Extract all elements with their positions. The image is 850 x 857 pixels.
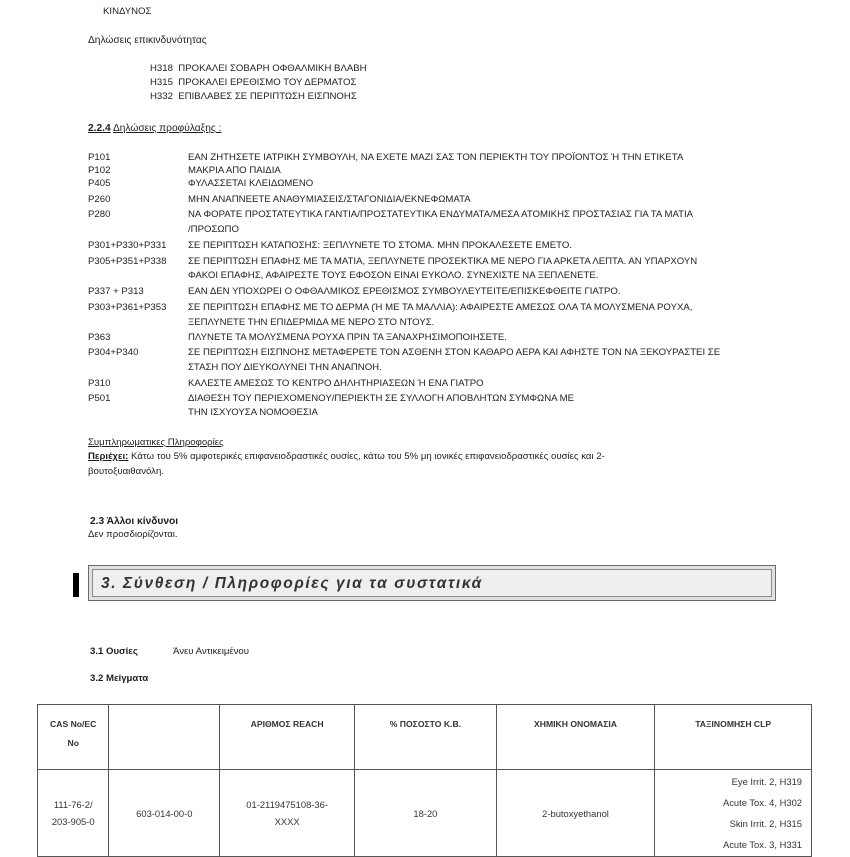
precaution-text: ΞΕΠΛΥΝΕΤΕ ΤΗΝ ΕΠΙΔΕΡΜΙΔΑ ΜΕ ΝΕΡΟ ΣΤΟ ΝΤΟΥΣ. [188, 317, 435, 328]
section-3-title: 3. Σύνθεση / Πληροφορίες για τα συστατικά [92, 569, 772, 597]
contains-line-2: βουτοξυαιθανόλη. [88, 466, 164, 477]
signal-word: ΚΙΝΔΥΝΟΣ [103, 6, 152, 17]
precaution-code: P102 [88, 165, 111, 176]
precaution-code: P305+P351+P338 [88, 256, 167, 267]
precaution-code: P280 [88, 209, 111, 220]
precaution-code: P301+P330+P331 [88, 240, 167, 251]
section-marker-bar [73, 573, 79, 597]
precaution-heading: 2.2.4 Δηλώσεις προφύλαξης : [88, 123, 222, 134]
section-3-header [88, 565, 776, 601]
precaution-text: ΝΑ ΦΟΡΑΤΕ ΠΡΟΣΤΑΤΕΥΤΙΚΑ ΓΑΝΤΙΑ/ΠΡΟΣΤΑΤΕΥΤΙΚΑ ΕΝΔΥΜΑΤΑ/ΜΕΣΑ ΑΤΟΜΙΚΗΣ ΠΡΟΣΤΑΣΙΑΣ ΓΙΑ ΤΑ ΜΑΤΙΑ [188, 209, 694, 220]
substances-value: Άνευ Αντικειμένου [173, 646, 250, 657]
other-hazards-text: Δεν προσδιορίζονται. [88, 529, 178, 540]
precaution-code: P501 [88, 393, 111, 404]
supplementary-heading: Συμπληρωματικες Πληροφορίες [88, 437, 224, 448]
precaution-text: ΕΑΝ ΖΗΤΗΣΕΤΕ ΙΑΤΡΙΚΗ ΣΥΜΒΟΥΛΗ, ΝΑ ΕΧΕΤΕ ΜΑΖΙ ΣΑΣ ΤΟΝ ΠΕΡΙΕΚΤΗ ΤΟΥ ΠΡΟΪΟΝΤΟΣ Ή ΤΗΝ ΕΤΙΚΕΤΑ [188, 152, 684, 163]
precaution-code: P337 + P313 [88, 286, 144, 297]
hazard-statement: H318 ΠΡΟΚΑΛΕΙ ΣΟΒΑΡΗ ΟΦΘΑΛΜΙΚΗ ΒΛΑΒΗ [150, 63, 367, 74]
hazard-statements-heading: Δηλώσεις επικινδυνότητας [88, 35, 207, 46]
hazard-statements-list [150, 62, 367, 103]
precaution-text: ΣΕ ΠΕΡΙΠΤΩΣΗ ΚΑΤΑΠΟΣΗΣ: ΞΕΠΛΥΝΕΤΕ ΤΟ ΣΤΟΜΑ. ΜΗΝ ΠΡΟΚΑΛΕΣΕΤΕ ΕΜΕΤΟ. [188, 240, 572, 251]
cell-cas: 111-76-2/ 203-905-0 [38, 770, 109, 857]
precaution-code: P405 [88, 178, 111, 189]
precaution-text: ΣΕ ΠΕΡΙΠΤΩΣΗ ΕΙΣΠΝΟΗΣ ΜΕΤΑΦΕΡΕΤΕ ΤΟΝ ΑΣΘΕΝΗ ΣΤΟΝ ΚΑΘΑΡΟ ΑΕΡΑ ΚΑΙ ΑΦΗΣΤΕ ΤΟΝ ΝΑ ΞΕΚΟΥΡΑΣΤΕΙ ΣΕ [188, 347, 721, 358]
precaution-text: ΤΗΝ ΙΣΧΥΟΥΣΑ ΝΟΜΟΘΕΣΙΑ [188, 407, 318, 418]
precaution-text: ΣΕ ΠΕΡΙΠΤΩΣΗ ΕΠΑΦΗΣ ΜΕ ΤΑ ΜΑΤΙΑ, ΞΕΠΛΥΝΕΤΕ ΠΡΟΣΕΚΤΙΚΑ ΜΕ ΝΕΡΟ ΓΙΑ ΑΡΚΕΤΑ ΛΕΠΤΑ. ΑΝ ΥΠΑΡΧΟΥΝ [188, 256, 698, 267]
cell-index: 603-014-00-0 [109, 770, 220, 857]
header-reach: ΑΡΙΘΜΟΣ REACH [220, 705, 355, 770]
cell-chemical-name: 2-butoxyethanol [496, 770, 655, 857]
header-cas: CAS No/EC No [38, 705, 109, 770]
precaution-text: ΔΙΑΘΕΣΗ ΤΟΥ ΠΕΡΙΕΧΟΜΕΝΟΥ/ΠΕΡΙΕΚΤΗ ΣΕ ΣΥΛΛΟΓΗ ΑΠΟΒΛΗΤΩΝ ΣΥΜΦΩΝΑ ΜΕ [188, 393, 575, 404]
precaution-text: ΜΗΝ ΑΝΑΠΝΕΕΤΕ ΑΝΑΘΥΜΙΑΣΕΙΣ/ΣΤΑΓΟΝΙΔΙΑ/ΕΚΝΕΦΩΜΑΤΑ [188, 194, 471, 205]
cell-percent: 18-20 [355, 770, 497, 857]
cell-clp: Eye Irrit. 2, H319 Acute Tox. 4, H302 Skin Irrit. 2, H315 Acute Tox. 3, H331 [655, 770, 812, 857]
hazard-statement: H315 ΠΡΟΚΑΛΕΙ ΕΡΕΘΙΣΜΟ ΤΟΥ ΔΕΡΜΑΤΟΣ [150, 76, 357, 88]
precaution-text: /ΠΡΟΣΩΠΟ [188, 224, 239, 235]
precaution-text: ΣΕ ΠΕΡΙΠΤΩΣΗ ΕΠΑΦΗΣ ΜΕ ΤΟ ΔΕΡΜΑ (Ή ΜΕ ΤΑ ΜΑΛΛΙΑ): ΑΦΑΙΡΕΣΤΕ ΑΜΕΣΩΣ ΟΛΑ ΤΑ ΜΟΛΥΣΜΕΝΑ ΡΟΥΧΑ, [188, 302, 693, 313]
header-clp: ΤΑΞΙΝΟΜΗΣΗ CLP [655, 705, 812, 770]
precaution-text: ΣΤΑΣΗ ΠΟΥ ΔΙΕΥΚΟΛΥΝΕΙ ΤΗΝ ΑΝΑΠΝΟΗ. [188, 362, 382, 373]
mixtures-label: 3.2 Μείγματα [90, 673, 149, 684]
other-hazards-heading: 2.3 Άλλοι κίνδυνοι [90, 516, 179, 527]
hazard-statement: H332 ΕΠΙΒΛΑΒΕΣ ΣΕ ΠΕΡΙΠΤΩΣΗ ΕΙΣΠΝΟΗΣ [150, 90, 357, 102]
contains-line: Περιέχει: Κάτω του 5% αμφοτερικές επιφανειοδραστικές ουσίες, κάτω του 5% μη ιονικές επιφανειοδραστικές ουσίες και 2- [88, 451, 605, 462]
precaution-code: P304+P340 [88, 347, 139, 358]
header-chemical-name: ΧΗΜΙΚΗ ΟΝΟΜΑΣΙΑ [496, 705, 655, 770]
substances-label: 3.1 Ουσίες [90, 646, 138, 657]
cell-reach: 01-2119475108-36- XXXX [220, 770, 355, 857]
precaution-text: ΚΑΛΕΣΤΕ ΑΜΕΣΩΣ ΤΟ ΚΕΝΤΡΟ ΔΗΛΗΤΗΡΙΑΣΕΩΝ Ή ΕΝΑ ΓΙΑΤΡΟ [188, 378, 484, 389]
header-percent: % ΠΟΣΟΣΤΟ Κ.Β. [355, 705, 497, 770]
precaution-code: P303+P361+P353 [88, 302, 167, 313]
precaution-text: ΜΑΚΡΙΑ ΑΠΟ ΠΑΙΔΙΑ [188, 165, 281, 176]
header-index [109, 705, 220, 770]
precaution-code: P260 [88, 194, 111, 205]
precaution-text: ΦΑΚΟΙ ΕΠΑΦΗΣ, ΑΦΑΙΡΕΣΤΕ ΤΟΥΣ ΕΦΟΣΟΝ ΕΙΝΑΙ ΕΥΚΟΛΟ. ΣΥΝΕΧΙΣΤΕ ΝΑ ΞΕΠΛΕΝΕΤΕ. [188, 270, 599, 281]
precaution-code: P310 [88, 378, 111, 389]
precaution-text: ΠΛΥΝΕΤΕ ΤΑ ΜΟΛΥΣΜΕΝΑ ΡΟΥΧΑ ΠΡΙΝ ΤΑ ΞΑΝΑΧΡΗΣΙΜΟΠΟΙΗΣΕΤΕ. [188, 332, 507, 343]
precaution-code: P101 [88, 152, 111, 163]
precaution-text: ΦΥΛΑΣΣΕΤΑΙ ΚΛΕΙΔΩΜΕΝΟ [188, 178, 314, 189]
precaution-text: ΕΑΝ ΔΕΝ ΥΠΟΧΩΡΕΙ Ο ΟΦΘΑΛΜΙΚΟΣ ΕΡΕΘΙΣΜΟΣ ΣΥΜΒΟΥΛΕΥΤΕΙΤΕ/ΕΠΙΣΚΕΦΘΕΙΤΕ ΓΙΑΤΡΟ. [188, 286, 621, 297]
table-row [38, 770, 812, 857]
table-header-row [38, 705, 812, 770]
precaution-code: P363 [88, 332, 111, 343]
composition-table [37, 704, 812, 857]
